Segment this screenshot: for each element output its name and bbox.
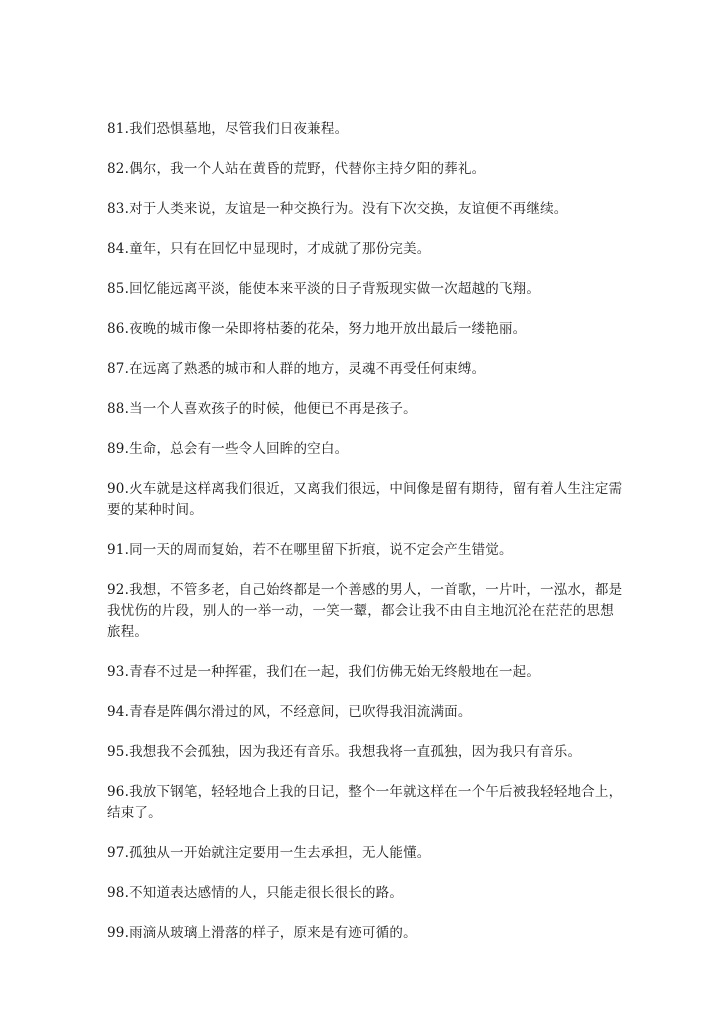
item-number: 83. [107,201,130,217]
list-item [107,782,623,824]
quote-list [107,119,623,963]
item-number: 95. [107,744,130,760]
item-text: 夜晚的城市像一朵即将枯萎的花朵，努力地开放出最后一缕艳丽。 [129,321,527,337]
item-text: 青春不过是一种挥霍，我们在一起，我们仿佛无始无终般地在一起。 [129,664,541,680]
list-item [107,662,623,683]
item-number: 97. [107,845,130,861]
item-text: 青春是阵偶尔滑过的风，不经意间，已吹得我泪流满面。 [129,704,472,720]
item-number: 93. [107,664,130,680]
list-item [107,439,623,460]
item-number: 84. [107,241,130,257]
item-number: 89. [107,441,130,457]
item-text: 我想，不管多老，自己始终都是一个善感的男人，一首歌，一片叶，一泓水，都是我忧伤的片段，别人的一举一动，一笑一颦，都会让我不由自主地沉沦在茫茫的思想旅程。 [107,582,623,640]
item-number: 92. [107,582,130,598]
list-item [107,843,623,864]
item-text: 生命，总会有一些令人回眸的空白。 [129,441,349,457]
list-item [107,359,623,380]
item-number: 82. [107,161,130,177]
item-number: 99. [107,925,130,941]
item-text: 同一天的周而复始，若不在哪里留下折痕，说不定会产生错觉。 [129,542,513,558]
list-item [107,279,623,300]
item-text: 孤独从一开始就注定要用一生去承担，无人能懂。 [129,845,431,861]
list-item [107,742,623,763]
item-text: 火车就是这样离我们很近，又离我们很远，中间像是留有期待，留有着人生注定需要的某种时间。 [107,481,623,518]
item-text: 雨滴从玻璃上滑落的样子，原来是有迹可循的。 [129,925,417,941]
item-text: 我想我不会孤独，因为我还有音乐。我想我将一直孤独，因为我只有音乐。 [129,744,582,760]
item-text: 回忆能远离平淡，能使本来平淡的日子背叛现实做一次超越的飞翔。 [129,281,541,297]
list-item [107,580,623,643]
item-number: 91. [107,542,130,558]
item-text: 在远离了熟悉的城市和人群的地方，灵魂不再受任何束缚。 [129,361,486,377]
item-number: 86. [107,321,130,337]
item-text: 我放下钢笔，轻轻地合上我的日记，整个一年就这样在一个午后被我轻轻地合上，结束了。 [107,784,623,821]
item-number: 98. [107,885,130,901]
list-item [107,540,623,561]
item-text: 我们恐惧墓地，尽管我们日夜兼程。 [129,121,349,137]
list-item [107,702,623,723]
list-item [107,239,623,260]
item-number: 85. [107,281,130,297]
item-number: 90. [107,481,130,497]
item-text: 不知道表达感情的人，只能走很长很长的路。 [129,885,404,901]
list-item [107,883,623,904]
item-number: 96. [107,784,130,800]
item-text: 对于人类来说，友谊是一种交换行为。没有下次交换，友谊便不再继续。 [129,201,568,217]
list-item [107,399,623,420]
list-item [107,479,623,521]
list-item [107,199,623,220]
item-number: 88. [107,401,130,417]
list-item [107,159,623,180]
item-text: 当一个人喜欢孩子的时候，他便已不再是孩子。 [129,401,417,417]
item-number: 87. [107,361,130,377]
list-item [107,119,623,140]
list-item [107,923,623,944]
item-number: 94. [107,704,130,720]
item-text: 偶尔，我一个人站在黄昏的荒野，代替你主持夕阳的葬礼。 [129,161,486,177]
item-text: 童年，只有在回忆中显现时，才成就了那份完美。 [129,241,431,257]
list-item [107,319,623,340]
item-number: 81. [107,121,130,137]
